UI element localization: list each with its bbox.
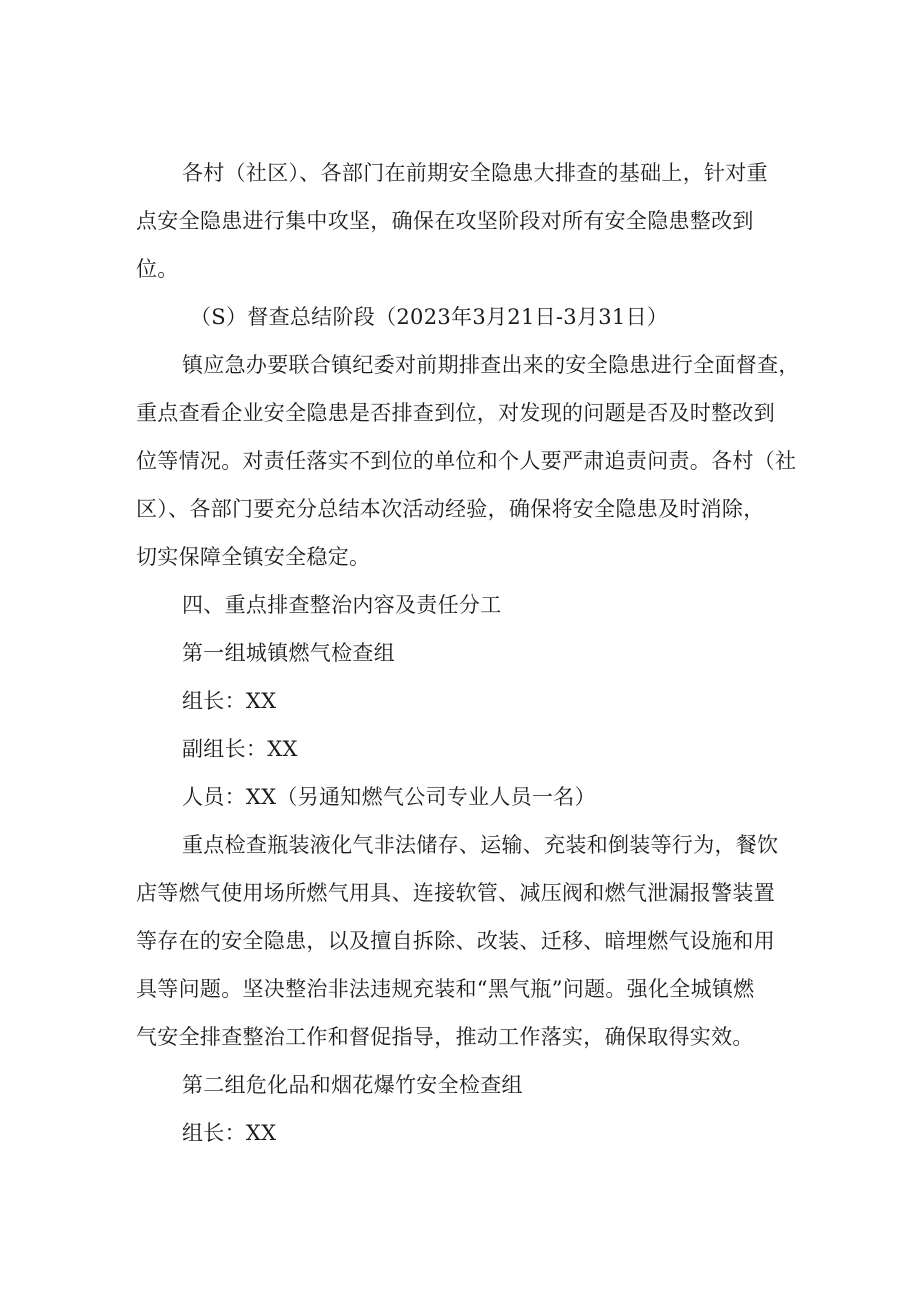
group-heading: 第一组城镇燃气检查组: [182, 641, 395, 665]
paragraph-line: 位。: [136, 257, 179, 281]
paragraph-line: 切实保障全镇安全稳定。: [136, 545, 371, 569]
group-heading: 第二组危化品和烟花爆竹安全检查组: [182, 1073, 523, 1097]
paragraph-line: 店等燃气使用场所燃气用具、连接软管、减压阀和燃气泄漏报警装置: [136, 881, 775, 905]
paragraph-line: 重点查看企业安全隐患是否排查到位，对发现的问题是否及时整改到: [136, 401, 775, 425]
paragraph-line: 镇应急办要联合镇纪委对前期排查出来的安全隐患进行全面督查，: [182, 353, 800, 377]
paragraph-line: 重点检查瓶装液化气非法储存、运输、充装和倒装等行为，餐饮: [182, 833, 779, 857]
paragraph-line: 位等情况。对责任落实不到位的单位和个人要严肃追责问责。各村（社: [136, 449, 797, 473]
section-heading: 四、重点排查整治内容及责任分工: [182, 593, 502, 617]
group-deputy-leader: 副组长：XX: [182, 737, 298, 761]
group-leader: 组长：XX: [182, 689, 277, 713]
paragraph-line: 区）、各部门要充分总结本次活动经验，确保将安全隐患及时消除，: [136, 497, 765, 521]
paragraph-line: 各村（社区）、各部门在前期安全隐患大排查的基础上，针对重: [182, 161, 768, 185]
paragraph-line: 具等问题。坚决整治非法违规充装和“黑气瓶”问题。强化全城镇燃: [136, 977, 755, 1001]
paragraph-line: 点安全隐患进行集中攻坚，确保在攻坚阶段对所有安全隐患整改到: [136, 209, 754, 233]
group-leader: 组长：XX: [182, 1121, 277, 1145]
section-heading: （S）督查总结阶段（2023年3月21日-3月31日）: [190, 305, 669, 329]
group-members: 人员：XX（另通知燃气公司专业人员一名）: [182, 785, 596, 809]
paragraph-line: 气安全排查整治工作和督促指导，推动工作落实，确保取得实效。: [136, 1025, 754, 1049]
paragraph-line: 等存在的安全隐患，以及擅自拆除、改装、迁移、暗埋燃气设施和用: [136, 929, 775, 953]
